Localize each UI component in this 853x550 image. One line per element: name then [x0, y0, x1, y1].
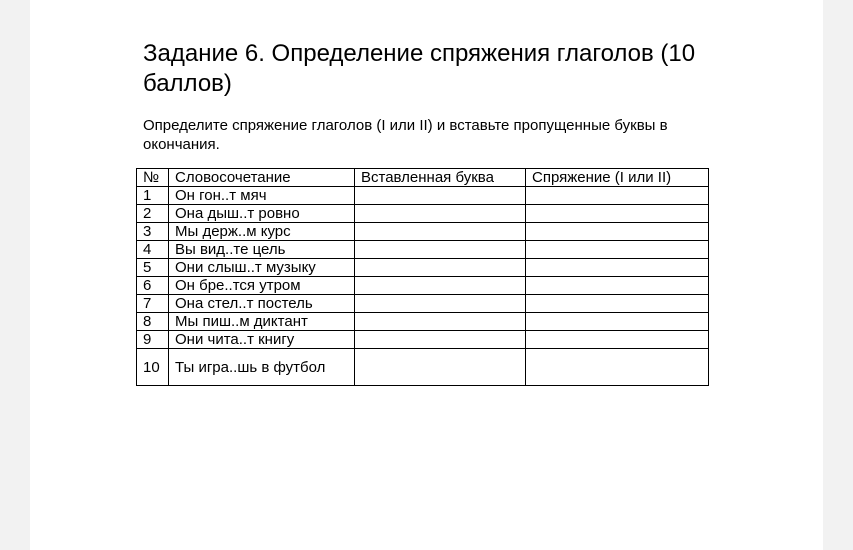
row-number: 4 — [137, 241, 169, 259]
conjugation-cell[interactable] — [526, 331, 709, 349]
table-row — [137, 295, 709, 313]
table-row — [137, 205, 709, 223]
conjugation-cell[interactable] — [526, 205, 709, 223]
table-row — [137, 313, 709, 331]
letter-cell[interactable] — [355, 241, 526, 259]
row-phrase: Мы держ..м курс — [169, 223, 355, 241]
row-phrase: Мы пиш..м диктант — [169, 313, 355, 331]
letter-cell[interactable] — [355, 277, 526, 295]
row-number: 10 — [137, 349, 169, 386]
conjugation-cell[interactable] — [526, 223, 709, 241]
conjugation-cell[interactable] — [526, 187, 709, 205]
conjugation-cell[interactable] — [526, 259, 709, 277]
table-row — [137, 259, 709, 277]
row-phrase: Он бре..тся утром — [169, 277, 355, 295]
letter-cell[interactable] — [355, 187, 526, 205]
conjugation-cell[interactable] — [526, 277, 709, 295]
table-row — [137, 187, 709, 205]
conjugation-cell[interactable] — [526, 241, 709, 259]
letter-cell[interactable] — [355, 259, 526, 277]
letter-cell[interactable] — [355, 295, 526, 313]
task-instruction: Определите спряжение глаголов (I или II) и вставьте пропущенные буквы в окончания. — [143, 117, 668, 153]
letter-cell[interactable] — [355, 331, 526, 349]
table-row — [137, 349, 709, 386]
row-phrase: Они слыш..т музыку — [169, 259, 355, 277]
column-header-conjugation: Спряжение (I или II) — [526, 169, 709, 187]
conjugation-cell[interactable] — [526, 349, 709, 386]
row-phrase: Ты игра..шь в футбол — [169, 349, 355, 386]
column-header-phrase: Словосочетание — [169, 169, 355, 187]
row-phrase: Они чита..т книгу — [169, 331, 355, 349]
row-number: 6 — [137, 277, 169, 295]
letter-cell[interactable] — [355, 205, 526, 223]
table-row — [137, 331, 709, 349]
row-number: 5 — [137, 259, 169, 277]
document-page — [30, 0, 823, 550]
letter-cell[interactable] — [355, 223, 526, 241]
column-header-letter: Вставленная буква — [355, 169, 526, 187]
row-number: 7 — [137, 295, 169, 313]
conjugation-cell[interactable] — [526, 313, 709, 331]
row-number: 8 — [137, 313, 169, 331]
row-number: 1 — [137, 187, 169, 205]
table-row — [137, 223, 709, 241]
table-row — [137, 277, 709, 295]
row-number: 2 — [137, 205, 169, 223]
column-header-number: № — [137, 169, 169, 187]
conjugation-table — [136, 168, 709, 386]
row-phrase: Она дыш..т ровно — [169, 205, 355, 223]
row-number: 9 — [137, 331, 169, 349]
row-number: 3 — [137, 223, 169, 241]
table-header-row — [137, 169, 709, 187]
row-phrase: Она стел..т постель — [169, 295, 355, 313]
row-phrase: Он гон..т мяч — [169, 187, 355, 205]
row-phrase: Вы вид..те цель — [169, 241, 355, 259]
conjugation-cell[interactable] — [526, 295, 709, 313]
letter-cell[interactable] — [355, 349, 526, 386]
task-title: Задание 6. Определение спряжения глаголов (10 баллов) — [143, 40, 696, 97]
letter-cell[interactable] — [355, 313, 526, 331]
table-row — [137, 241, 709, 259]
